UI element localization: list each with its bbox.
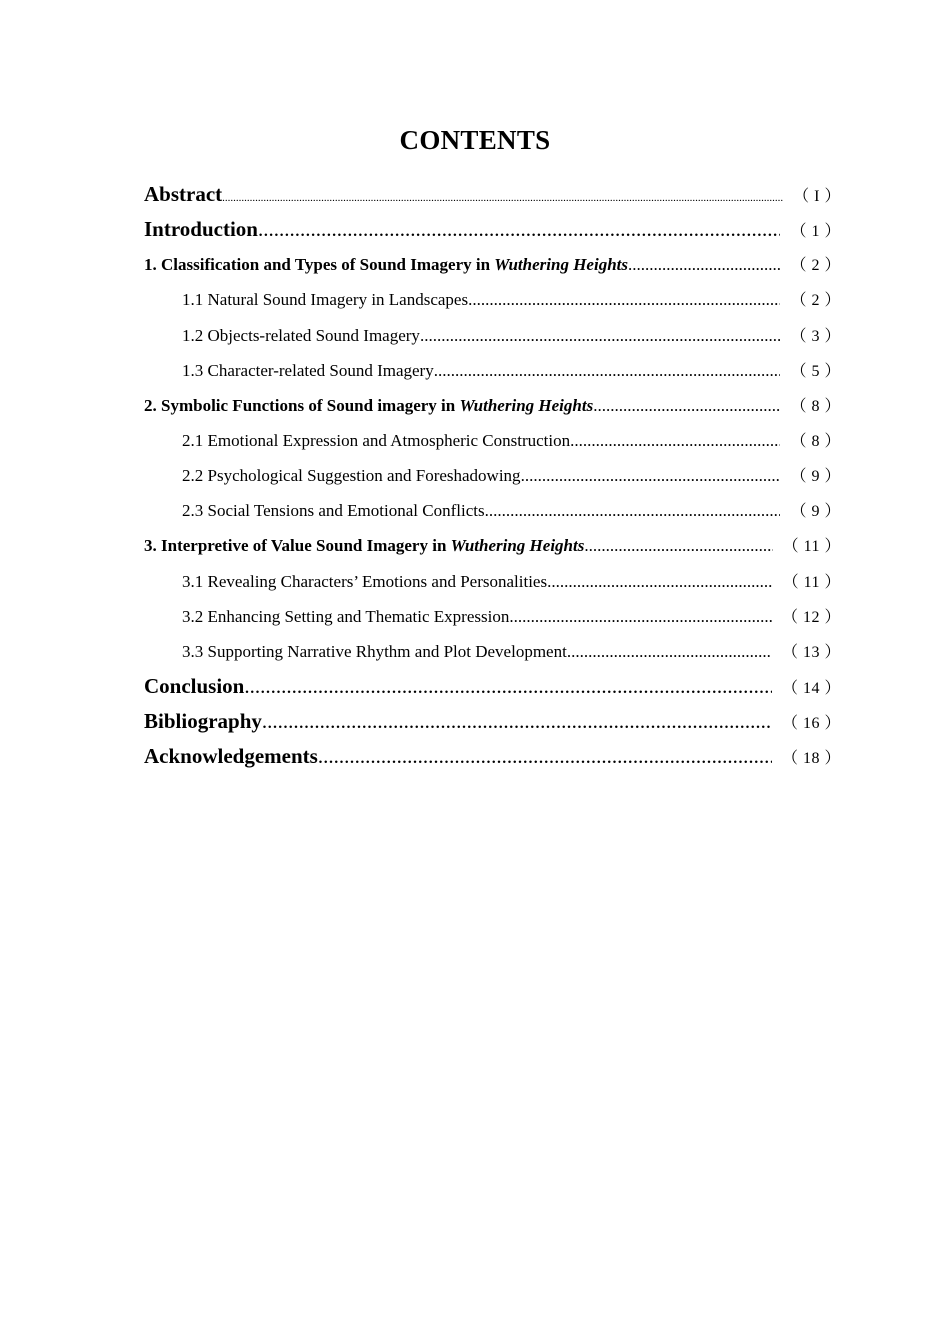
toc-entry-title-part: Bibliography xyxy=(144,709,262,734)
toc-page-number: （ 3 ） xyxy=(790,327,841,345)
toc-entry-title-italic: Wuthering Heights xyxy=(450,536,585,556)
toc-entry-title-part: 2.3 Social Tensions and Emotional Conflicts xyxy=(182,501,485,521)
toc-entry-title-part: 1. Classification and Types of Sound Imagery in xyxy=(144,255,495,275)
toc-entry-title xyxy=(144,536,584,556)
toc-entry-title xyxy=(182,642,567,662)
toc-entry-title xyxy=(182,607,509,627)
dot-leader xyxy=(434,361,781,381)
toc-entry-title xyxy=(182,431,570,451)
dot-leader xyxy=(570,431,780,451)
toc-entry-title xyxy=(144,396,593,416)
toc-entry[interactable] xyxy=(144,463,841,498)
toc-entry-title-part: 3.3 Supporting Narrative Rhythm and Plot Development xyxy=(182,641,567,661)
toc-page-number: （ 9 ） xyxy=(790,503,841,521)
toc-entry-title xyxy=(144,217,258,242)
toc-entry-title-part: 1.2 Objects-related Sound Imagery xyxy=(182,325,420,345)
toc-entry[interactable] xyxy=(144,393,841,428)
toc-entry-title xyxy=(182,572,547,592)
toc-entry-title xyxy=(144,182,222,207)
toc-entry-title-part: Abstract xyxy=(144,182,223,206)
dot-leader xyxy=(258,217,781,242)
toc-entry-title-part: Introduction xyxy=(144,217,258,242)
toc-page-number: （ 2 ） xyxy=(790,292,841,310)
toc-page-number: （ 9 ） xyxy=(790,468,841,486)
toc-page-number: （ 13 ） xyxy=(781,643,841,661)
toc-entry-title-part: 3.1 Revealing Characters’ Emotions and Personalities xyxy=(182,571,548,591)
toc-entry[interactable] xyxy=(144,569,841,604)
toc-entry-title xyxy=(182,466,521,486)
toc-page-number: （ 8 ） xyxy=(790,397,841,415)
page-title: CONTENTS xyxy=(399,125,551,155)
toc-page-number: （ 16 ） xyxy=(781,715,841,733)
toc-entry[interactable] xyxy=(144,217,841,252)
toc-entry[interactable] xyxy=(144,252,841,287)
dot-leader xyxy=(628,255,781,275)
toc-entry[interactable] xyxy=(144,498,841,533)
toc-entry-title-part: 1.1 Natural Sound Imagery in Landscapes xyxy=(182,290,469,310)
toc-entry[interactable] xyxy=(144,639,841,674)
toc-entry-title xyxy=(182,361,434,381)
dot-leader xyxy=(318,744,772,769)
dot-leader xyxy=(547,572,772,592)
toc-entry[interactable] xyxy=(144,744,841,779)
toc-entry-title-part: 3.2 Enhancing Setting and Thematic Expression xyxy=(182,606,510,626)
toc-page-number: （ 11 ） xyxy=(782,538,841,556)
toc-entry[interactable] xyxy=(144,604,841,639)
toc-page-number: （ 8 ） xyxy=(790,432,841,450)
dot-leader xyxy=(468,290,780,310)
dot-leader xyxy=(584,536,772,556)
dot-leader xyxy=(509,607,772,627)
toc-entry-title-italic: Wuthering Heights xyxy=(459,395,594,415)
toc-entry-title-part: Conclusion xyxy=(144,673,245,698)
toc-entry-title-part: 2.2 Psychological Suggestion and Foreshadowing xyxy=(182,466,521,486)
dot-leader xyxy=(485,501,781,521)
toc-page-number: （ 11 ） xyxy=(782,573,841,591)
toc-entry[interactable] xyxy=(144,709,841,744)
toc-page-number: （ 14 ） xyxy=(781,679,841,697)
toc-entry[interactable] xyxy=(144,674,841,709)
toc-entry-title xyxy=(182,501,485,521)
toc-entry-title xyxy=(182,326,420,346)
toc-page-number: （ 18 ） xyxy=(781,750,841,768)
dot-leader xyxy=(420,326,781,346)
table-of-contents xyxy=(144,182,841,779)
toc-page-number: （ 1 ） xyxy=(790,223,841,241)
dot-leader xyxy=(244,674,772,699)
dot-leader xyxy=(222,192,783,204)
toc-entry-title-part: 1.3 Character-related Sound Imagery xyxy=(182,360,434,380)
toc-entry-title-part: 3. Interpretive of Value Sound Imagery in xyxy=(144,536,451,556)
toc-entry-title-part: Acknowledgements xyxy=(144,744,318,769)
toc-entry-title xyxy=(144,674,244,699)
toc-entry[interactable] xyxy=(144,358,841,393)
toc-entry-title-part: 2. Symbolic Functions of Sound imagery in xyxy=(144,395,460,415)
toc-entry-title xyxy=(144,255,628,275)
toc-entry-title xyxy=(144,744,318,769)
toc-entry-title xyxy=(144,709,262,734)
toc-entry[interactable] xyxy=(144,287,841,322)
toc-page-number: （ I ） xyxy=(793,188,841,205)
toc-entry[interactable] xyxy=(144,533,841,568)
toc-entry-title xyxy=(182,290,468,310)
dot-leader xyxy=(567,642,772,662)
toc-entry-title-italic: Wuthering Heights xyxy=(494,255,628,275)
toc-page-number: （ 5 ） xyxy=(790,362,841,380)
toc-page-number: （ 12 ） xyxy=(781,608,841,626)
toc-entry[interactable] xyxy=(144,428,841,463)
toc-entry-title-part: 2.1 Emotional Expression and Atmospheric Construction xyxy=(182,430,571,450)
dot-leader xyxy=(262,709,772,734)
dot-leader xyxy=(593,396,780,416)
toc-entry[interactable] xyxy=(144,323,841,358)
toc-entry[interactable] xyxy=(144,182,841,217)
toc-page-number: （ 2 ） xyxy=(790,257,841,275)
dot-leader xyxy=(521,466,781,486)
